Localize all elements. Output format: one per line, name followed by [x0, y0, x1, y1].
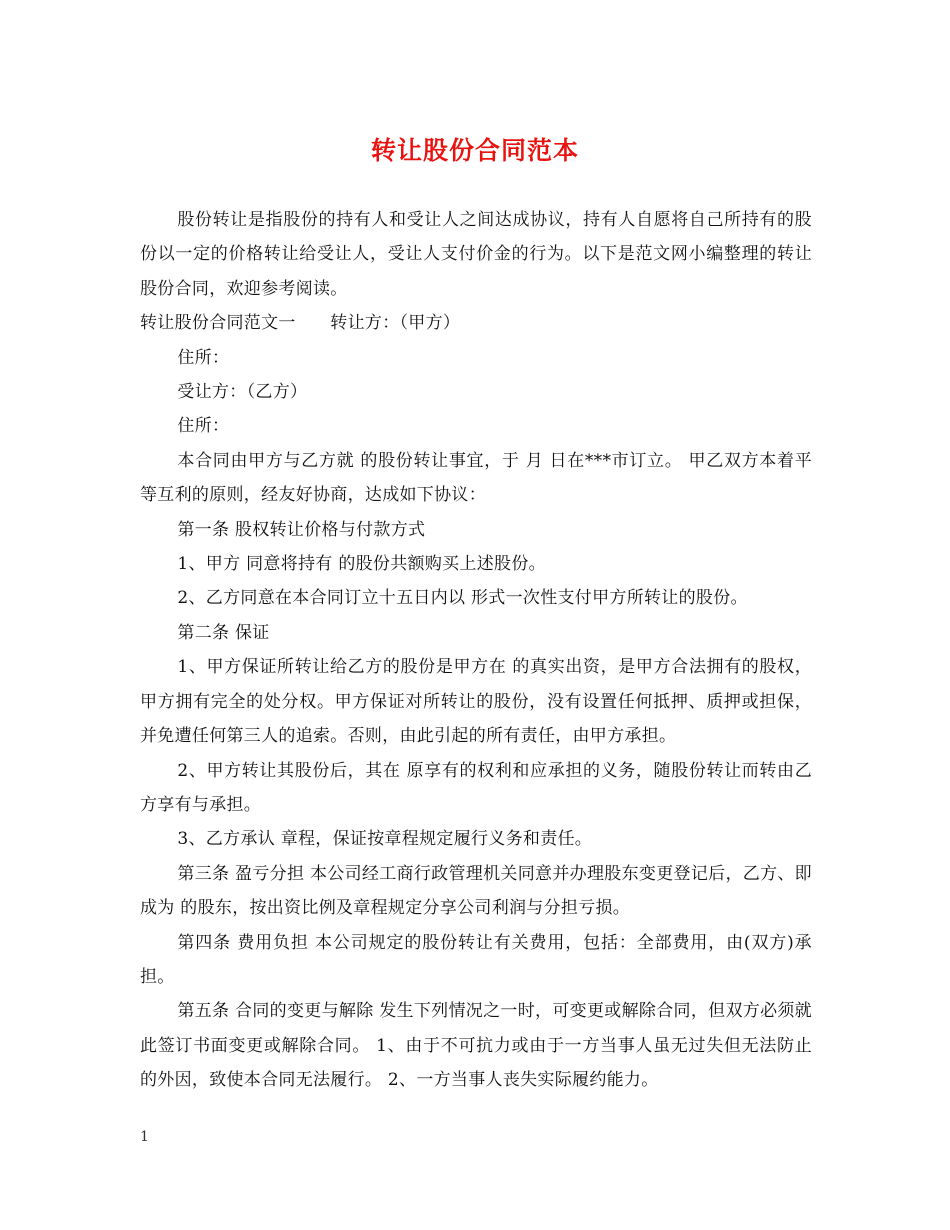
paragraph-article-1-item-2: 2、乙方同意在本合同订立十五日内以 形式一次性支付甲方所转让的股份。 [177, 588, 748, 609]
paragraph-article-1-item-1: 1、甲方 同意将持有 的股份共额购买上述股份。 [177, 554, 546, 575]
paragraph-article-4: 第四条 费用负担 本公司规定的股份转让有关费用，包括：全部费用，由(双方)承担。 [140, 932, 812, 987]
page-number: 1 [140, 1129, 149, 1145]
paragraph-article-5: 第五条 合同的变更与解除 发生下列情况之一时，可变更或解除合同，但双方必须就此签订书面变更或解除合同。 1、由于不可抗力或由于一方当事人虽无过失但无法防止的外因，致使本合同无法履行。 2、一方当事人丧失实际履约能力。 [140, 1001, 812, 1091]
paragraph-article-2-item-2: 2、甲方转让其股份后，其在 原享有的权利和应承担的义务，随股份转让而转由乙方享有与承担。 [140, 760, 812, 815]
paragraph-article-3: 第三条 盈亏分担 本公司经工商行政管理机关同意并办理股东变更登记后，乙方、即成为 的股东，按出资比例及章程规定分享公司利润与分担亏损。 [140, 863, 812, 919]
paragraph-article-2-item-3: 3、乙方承认 章程，保证按章程规定履行义务和责任。 [177, 829, 593, 850]
paragraph-intro: 股份转让是指股份的持有人和受让人之间达成协议，持有人自愿将自己所持有的股份以一定的价格转让给受让人，受让人支付价金的行为。以下是范文网小编整理的转让股份合同，欢迎参考阅读。 [140, 210, 812, 299]
document-title: 转让股份合同范本 [370, 136, 579, 165]
paragraph-article-2-heading: 第二条 保证 [177, 622, 270, 643]
paragraph-transferee-address: 住所： [177, 416, 230, 437]
paragraph-preamble: 本合同由甲方与乙方就 的股份转让事宜，于 月 日在***市订立。 甲乙双方本着平等互利的原则，经友好协商，达成如下协议： [140, 450, 812, 506]
paragraph-contract-heading: 转让股份合同范文一 转让方：（甲方） [140, 313, 461, 334]
paragraph-transferor-address: 住所： [177, 347, 230, 368]
document-body [140, 203, 812, 1098]
paragraph-article-1-heading: 第一条 股权转让价格与付款方式 [177, 519, 426, 540]
paragraph-article-2-item-1: 1、甲方保证所转让给乙方的股份是甲方在 的真实出资，是甲方合法拥有的股权，甲方拥有完全的处分权。甲方保证对所转让的股份，没有设置任何抵押、质押或担保，并免遭任何第三人的追索。否则，由此引起的所有责任，由甲方承担。 [140, 657, 812, 747]
paragraph-transferee: 受让方：（乙方） [177, 382, 308, 403]
